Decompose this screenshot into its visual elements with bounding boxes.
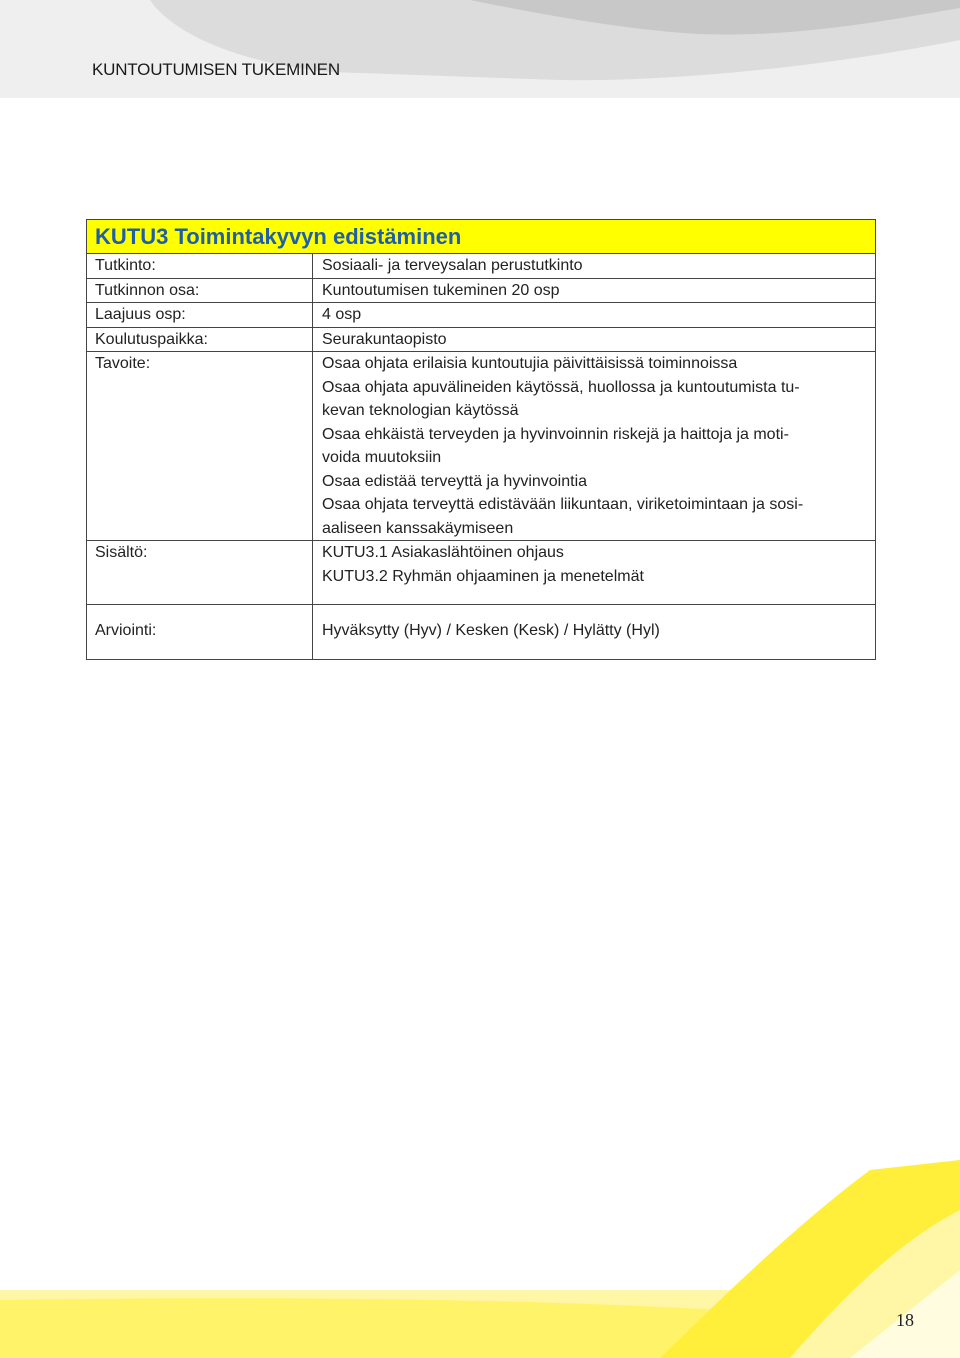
row-value: 4 osp: [313, 303, 876, 328]
objective-line: kevan teknologian käytössä: [322, 402, 519, 419]
table-row: [87, 605, 876, 660]
page-number: 18: [896, 1310, 914, 1330]
objective-line: Osaa ehkäistä terveyden ja hyvinvoinnin riskejä ja haittoja ja moti-: [322, 425, 789, 443]
row-label: Tutkinto:: [87, 254, 313, 279]
table-row: [87, 327, 876, 352]
footer-swoosh-decoration: [0, 1150, 960, 1358]
row-value: Sosiaali- ja terveysalan perustutkinto: [313, 254, 876, 279]
row-label: Laajuus osp:: [87, 303, 313, 328]
objective-line: Osaa ohjata apuvälineiden käytössä, huollossa ja kuntoutumista tu-: [322, 378, 800, 396]
content-line: KUTU3.1 Asiakaslähtöinen ohjaus: [322, 544, 564, 561]
course-table: [86, 219, 876, 660]
objectives-list: [313, 352, 876, 541]
table-row: [87, 541, 876, 605]
row-value: Kuntoutumisen tukeminen 20 osp: [313, 278, 876, 303]
course-title: KUTU3 Toimintakyvyn edistäminen: [87, 220, 876, 254]
header-swoosh-decoration: [0, 0, 960, 98]
row-label: Sisältö:: [87, 541, 313, 605]
course-title-row: [87, 220, 876, 254]
objective-line: voida muutoksiin: [322, 449, 442, 466]
header-title: KUNTOUTUMISEN TUKEMINEN: [92, 60, 340, 79]
objective-line: Osaa ohjata terveyttä edistävään liikuntaan, viriketoimintaan ja sosi-: [322, 496, 804, 513]
row-value: Seurakuntaopisto: [313, 327, 876, 352]
content-line: KUTU3.2 Ryhmän ohjaaminen ja menetelmät: [322, 567, 644, 585]
objective-line: aaliseen kanssakäymiseen: [322, 519, 514, 537]
row-label: Arviointi:: [87, 605, 313, 660]
table-row: [87, 303, 876, 328]
table-row: [87, 254, 876, 279]
contents-list: [313, 541, 876, 605]
row-label: Tavoite:: [87, 352, 313, 541]
objective-line: Osaa edistää terveyttä ja hyvinvointia: [322, 472, 588, 490]
row-value: Hyväksytty (Hyv) / Kesken (Kesk) / Hylätty (Hyl): [313, 605, 876, 660]
row-label: Tutkinnon osa:: [87, 278, 313, 303]
row-label: Koulutuspaikka:: [87, 327, 313, 352]
table-row: [87, 278, 876, 303]
objective-line: Osaa ohjata erilaisia kuntoutujia päivittäisissä toiminnoissa: [322, 355, 738, 372]
table-row: [87, 352, 876, 541]
